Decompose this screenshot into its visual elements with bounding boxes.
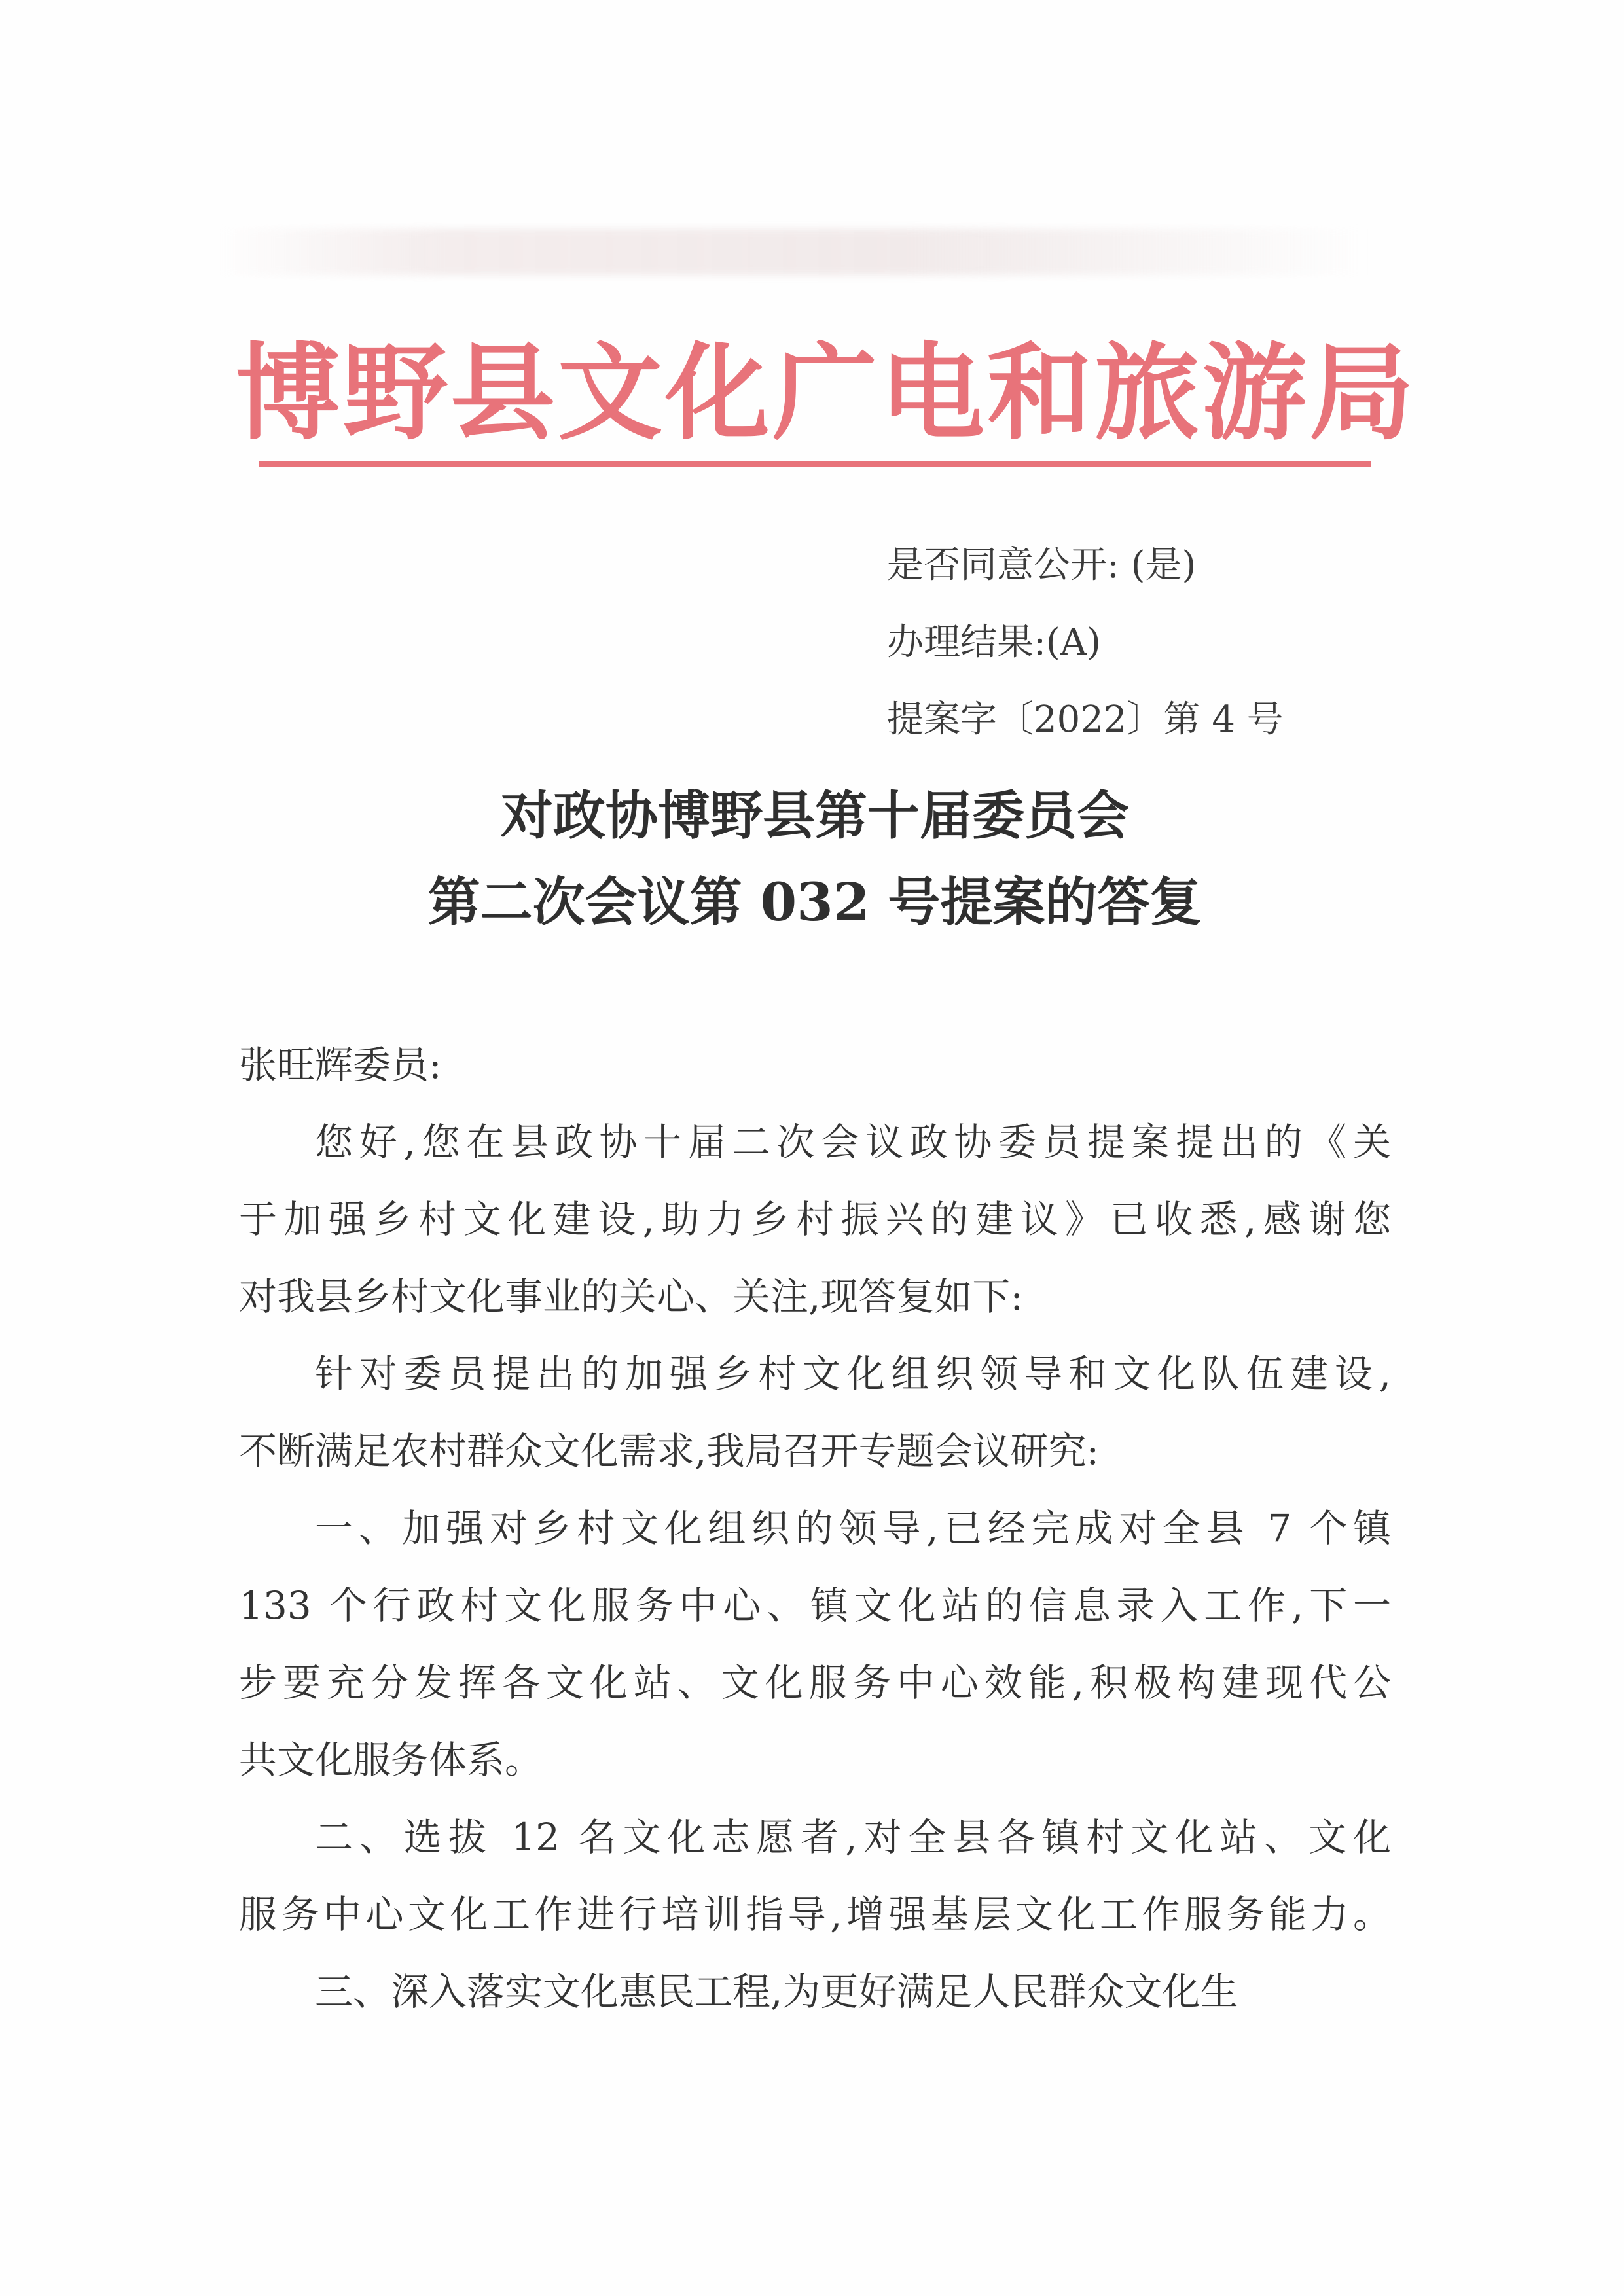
header-divider [259,461,1371,467]
body-line: 一、加强对乡村文化组织的领导,已经完成对全县 7 个镇 [315,1506,1391,1551]
document-meta [887,527,1411,759]
body-line: 步要充分发挥各文化站、文化服务中心效能,积极构建现代公 [239,1660,1391,1705]
public-consent: 是否同意公开: (是) [887,544,1197,586]
body-line: 于加强乡村文化建设,助力乡村振兴的建议》已收悉,感谢您 [239,1197,1391,1242]
body-line: 二、选拔 12 名文化志愿者,对全县各镇村文化站、文化 [315,1815,1391,1859]
body-line: 对我县乡村文化事业的关心、关注,现答复如下: [239,1274,1023,1319]
body-line: 服务中心文化工作进行培训指导,增强基层文化工作服务能力。 [239,1892,1391,1937]
title-line-1: 对政协博野县第十届委员会 [501,785,1129,846]
body-line: 133 个行政村文化服务中心、镇文化站的信息录入工作,下一 [239,1583,1391,1628]
organization-header: 博野县文化广电和旅游局 [236,331,1417,454]
document-title [223,772,1407,945]
salutation: 张旺辉委员: [239,1043,442,1087]
title-line-2: 第二次会议第 032 号提案的答复 [427,871,1202,933]
body-line: 您好,您在县政协十届二次会议政协委员提案提出的《关 [315,1120,1391,1164]
scan-artifact [216,229,1368,275]
body-line: 针对委员提出的加强乡村文化组织领导和文化队伍建设, [315,1352,1391,1396]
body-line: 共文化服务体系。 [239,1738,543,1782]
document-number: 提案字〔2022〕第 4 号 [887,698,1284,741]
body-line: 三、深入落实文化惠民工程,为更好满足人民群众文化生 [315,1969,1238,2014]
body-line: 不断满足农村群众文化需求,我局召开专题会议研究: [239,1429,1099,1473]
handling-result: 办理结果:(A) [887,621,1102,664]
document-body [239,1026,1391,2030]
